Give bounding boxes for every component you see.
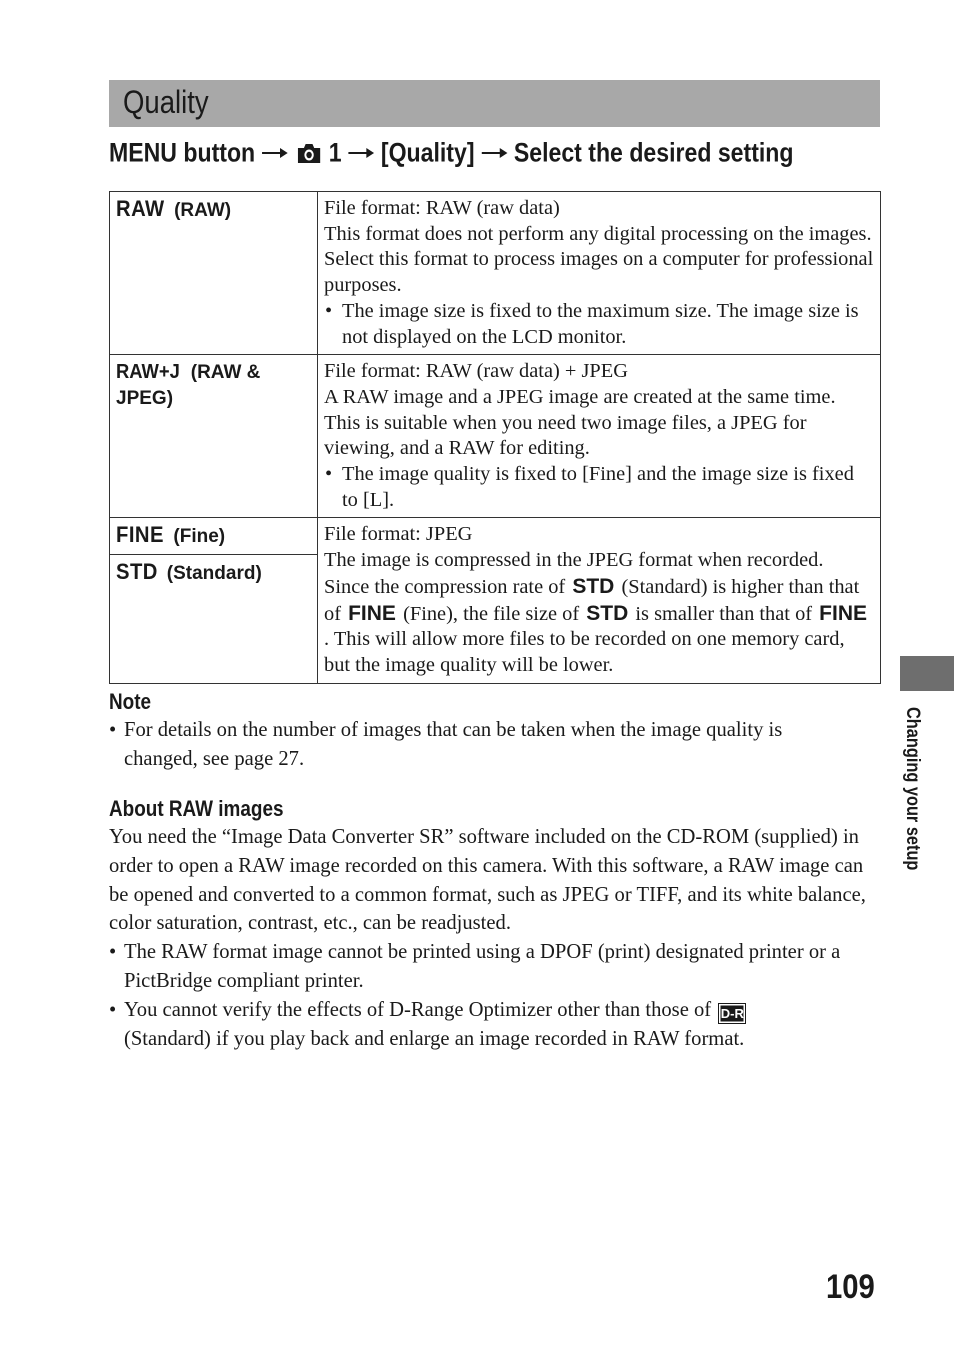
- table-row: [110, 192, 881, 355]
- section-title-bar: [109, 80, 880, 127]
- about-raw-body: [109, 823, 884, 1053]
- table-row: [110, 518, 881, 555]
- fine-icon: FINE: [819, 601, 868, 625]
- menu-item-quality: [Quality]: [380, 137, 475, 168]
- description-line: File format: RAW (raw data): [324, 197, 560, 219]
- table-cell-setting: [110, 555, 318, 683]
- chapter-label-text: Changing your setup: [902, 707, 923, 871]
- description-bullet: • The image size is fixed to the maximum size. The image size is not displayed on the LCD monitor.: [324, 299, 874, 350]
- description-line: File format: JPEG: [324, 523, 473, 546]
- description-text: is smaller than that of: [635, 602, 813, 625]
- table-cell-description: [318, 518, 881, 683]
- menu-tab-number: 1: [328, 137, 342, 168]
- description-line: A RAW image and a JPEG image are created at the same time. This is suitable when you need two image files, a JPEG for viewing, and a RAW for editing.: [324, 385, 836, 460]
- arrow-right-icon: [348, 147, 374, 159]
- note-heading: Note: [109, 689, 152, 714]
- description-line: This format does not perform any digital processing on the images. Select this format to process images on a computer for professional purposes.: [324, 222, 874, 297]
- menu-button-label: MENU button: [109, 137, 256, 168]
- table-cell-setting: [110, 518, 318, 555]
- std-icon: STD: [586, 601, 629, 625]
- table-cell-setting: [110, 192, 318, 355]
- raw-icon: RAW: [116, 196, 165, 221]
- bullet-text: You cannot verify the effects of D-Range Optimizer other than those of: [124, 998, 712, 1021]
- camera-icon: [296, 142, 322, 164]
- description-line: [324, 574, 874, 679]
- arrow-right-icon: [262, 147, 288, 159]
- about-raw-paragraph: You need the “Image Data Converter SR” software included on the CD-ROM (supplied) in order to open a RAW image recorded on this camera. With this software, a RAW image can be opened and converted to a common format, such as JPEG or TIFF, and its white balance, color saturation, contrast, etc., can be readjusted.: [109, 826, 866, 935]
- setting-label-standard: (Standard): [166, 563, 262, 585]
- dro-standard-icon: D-R: [718, 1003, 746, 1024]
- note-bullet: • For details on the number of images that can be taken when the image quality is changed, see page 27.: [109, 716, 854, 774]
- about-raw-bullet: • The RAW format image cannot be printed using a DPOF (print) designated printer or a PictBridge compliant printer.: [109, 938, 884, 996]
- menu-path: [109, 136, 879, 172]
- std-icon: STD: [116, 559, 158, 585]
- chapter-tab-marker: [900, 656, 954, 691]
- description-text: . This will allow more files to be recorded on one memory card, but the image quality will be lower.: [324, 628, 845, 676]
- raw-jpeg-icon: RAW+J: [116, 361, 180, 384]
- note-body: [109, 716, 854, 774]
- description-bullet: • The image quality is fixed to [Fine] and the image size is fixed to [L].: [324, 462, 874, 513]
- page-number: 109: [826, 1268, 875, 1306]
- fine-icon: FINE: [116, 522, 164, 548]
- description-line: File format: RAW (raw data) + JPEG: [324, 360, 628, 383]
- table-row: [110, 355, 881, 518]
- setting-label-raw: (RAW): [174, 200, 232, 221]
- setting-label-fine: (Fine): [173, 526, 226, 548]
- arrow-right-icon: [481, 147, 507, 159]
- menu-action: Select the desired setting: [513, 137, 794, 168]
- description-text: (Fine), the file size of: [403, 602, 580, 625]
- description-line: The image is compressed in the JPEG format when recorded.: [324, 549, 824, 572]
- table-cell-setting: [110, 355, 318, 518]
- chapter-side-label: [897, 707, 925, 922]
- section-title: Quality: [123, 84, 209, 120]
- table-cell-description: [318, 192, 881, 355]
- quality-settings-table: [109, 191, 881, 684]
- description-text: Since the compression rate of: [324, 575, 566, 598]
- description-text: (Standard) is higher than that of: [324, 575, 860, 625]
- std-icon: STD: [572, 574, 615, 598]
- bullet-text: (Standard) if you play back and enlarge an image recorded in RAW format.: [124, 1027, 745, 1050]
- table-cell-description: [318, 355, 881, 518]
- setting-label-raw-jpeg: (RAW & JPEG): [116, 362, 261, 410]
- about-raw-bullet: [109, 996, 884, 1054]
- fine-icon: FINE: [348, 601, 396, 625]
- about-raw-heading: About RAW images: [109, 796, 284, 821]
